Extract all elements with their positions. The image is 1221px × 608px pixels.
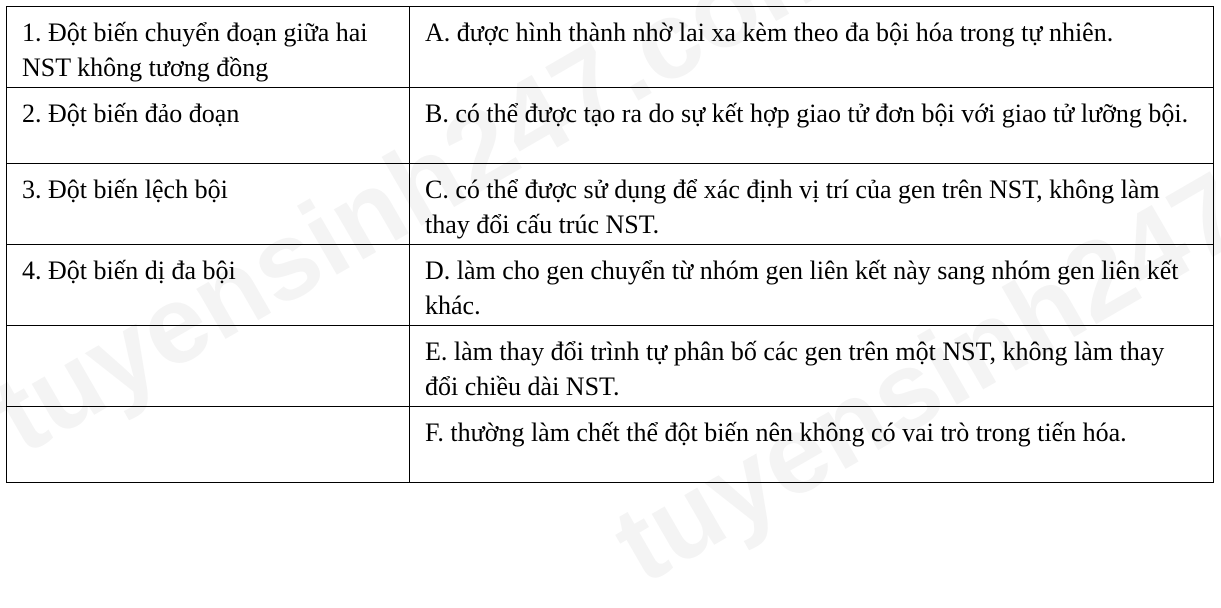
mutation-type-cell: 4. Đột biến dị đa bội: [7, 245, 410, 326]
matching-table: [6, 6, 1214, 483]
mutation-type-cell: 3. Đột biến lệch bội: [7, 164, 410, 245]
mutation-type-cell: 2. Đột biến đảo đoạn: [7, 88, 410, 164]
table-row: [7, 88, 1214, 164]
characteristic-cell: C. có thể được sử dụng để xác định vị trí của gen trên NST, không làm thay đổi cấu trúc NST.: [410, 164, 1214, 245]
table-row: [7, 245, 1214, 326]
characteristic-cell: E. làm thay đổi trình tự phân bố các gen trên một NST, không làm thay đổi chiều dài NST.: [410, 326, 1214, 407]
table-row: [7, 164, 1214, 245]
mutation-type-cell: 1. Đột biến chuyển đoạn giữa hai NST không tương đồng: [7, 7, 410, 88]
empty-cell: [7, 326, 410, 407]
table-row: [7, 326, 1214, 407]
empty-cell: [7, 407, 410, 483]
characteristic-cell: F. thường làm chết thể đột biến nên không có vai trò trong tiến hóa.: [410, 407, 1214, 483]
characteristic-cell: B. có thể được tạo ra do sự kết hợp giao tử đơn bội với giao tử lưỡng bội.: [410, 88, 1214, 164]
table-row: [7, 407, 1214, 483]
characteristic-cell: A. được hình thành nhờ lai xa kèm theo đa bội hóa trong tự nhiên.: [410, 7, 1214, 88]
characteristic-cell: D. làm cho gen chuyển từ nhóm gen liên kết này sang nhóm gen liên kết khác.: [410, 245, 1214, 326]
table-row: [7, 7, 1214, 88]
